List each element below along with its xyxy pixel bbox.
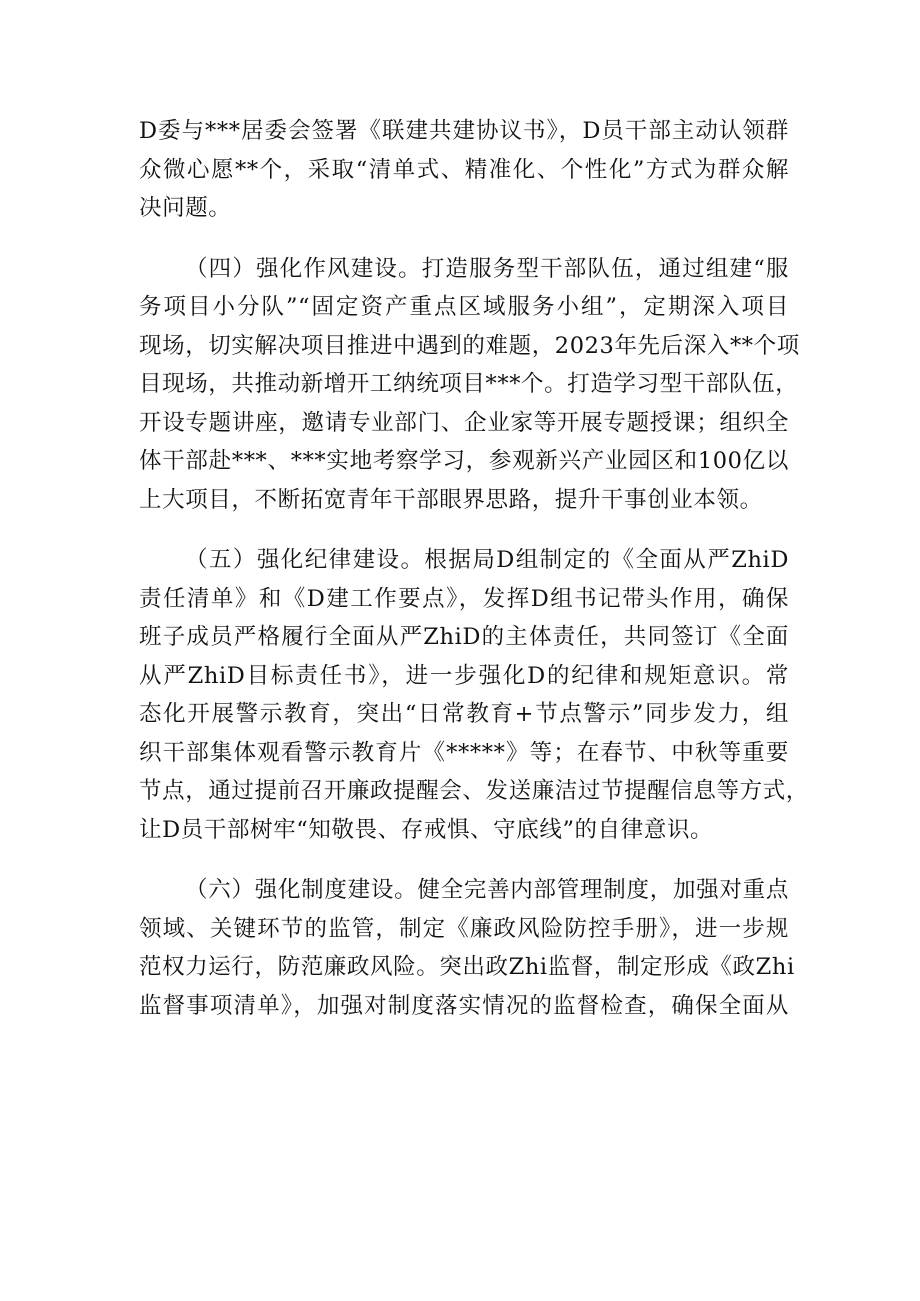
- text-line: 从严ZhiD目标责任书》，进一步强化D的纪律和规矩意识。常: [139, 662, 789, 689]
- text-line: 班子成员严格履行全面从严ZhiD的主体责任，共同签订《全面: [139, 624, 789, 650]
- text-line: （四）强化作风建设。打造服务型干部队伍，通过组建“服: [185, 255, 789, 282]
- text-line: 众微心愿**个，采取“清单式、精准化、个性化”方式为群众解: [139, 156, 789, 183]
- paragraph-section-5: [139, 541, 809, 849]
- paragraph-section-4: [139, 250, 800, 520]
- paragraph-section-6: [139, 871, 795, 1025]
- text-line: D委与***居委会签署《联建共建协议书》，D员干部主动认领群: [139, 118, 789, 144]
- text-line: 开设专题讲座，邀请专业部门、企业家等开展专题授课；组织全: [139, 409, 789, 436]
- text-line: 范权力运行，防范廉政风险。突出政Zhi监督，制定形成《政Zhi: [139, 954, 795, 980]
- text-line: 决问题。: [139, 195, 232, 221]
- text-line: 织干部集体观看警示教育片《*****》等；在春节、中秋等重要: [139, 739, 789, 766]
- paragraph-continued: [139, 112, 789, 228]
- text-line: 体干部赴***、***实地考察学习，参观新兴产业园区和100亿以: [139, 448, 789, 474]
- text-line: （六）强化制度建设。健全完善内部管理制度，加强对重点: [185, 877, 789, 903]
- text-line: 监督事项清单》，加强对制度落实情况的监督检查，确保全面从: [139, 992, 789, 1019]
- text-line: 目现场，共推动新增开工纳统项目***个。打造学习型干部队伍，: [139, 371, 799, 397]
- text-line: 态化开展警示教育，突出“日常教育+节点警示”同步发力，组: [139, 701, 789, 727]
- text-line: （五）强化纪律建设。根据局D组制定的《全面从严ZhiD: [185, 547, 789, 573]
- text-line: 务项目小分队”“固定资产重点区域服务小组”，定期深入项目: [139, 294, 789, 320]
- text-line: 上大项目，不断拓宽青年干部眼界思路，提升干事创业本领。: [139, 486, 763, 513]
- text-line: 现场，切实解决项目推进中遇到的难题，2023年先后深入**个项: [139, 332, 800, 359]
- document-body: [139, 112, 809, 1047]
- text-line: 让D员干部树牢“知敬畏、存戒惧、守底线”的自律意识。: [139, 816, 714, 843]
- text-line: 节点，通过提前召开廉政提醒会、发送廉洁过节提醒信息等方式，: [139, 778, 809, 804]
- text-line: 领域、关键环节的监管，制定《廉政风险防控手册》，进一步规: [139, 915, 789, 942]
- text-line: 责任清单》和《D建工作要点》，发挥D组书记带头作用，确保: [139, 585, 789, 612]
